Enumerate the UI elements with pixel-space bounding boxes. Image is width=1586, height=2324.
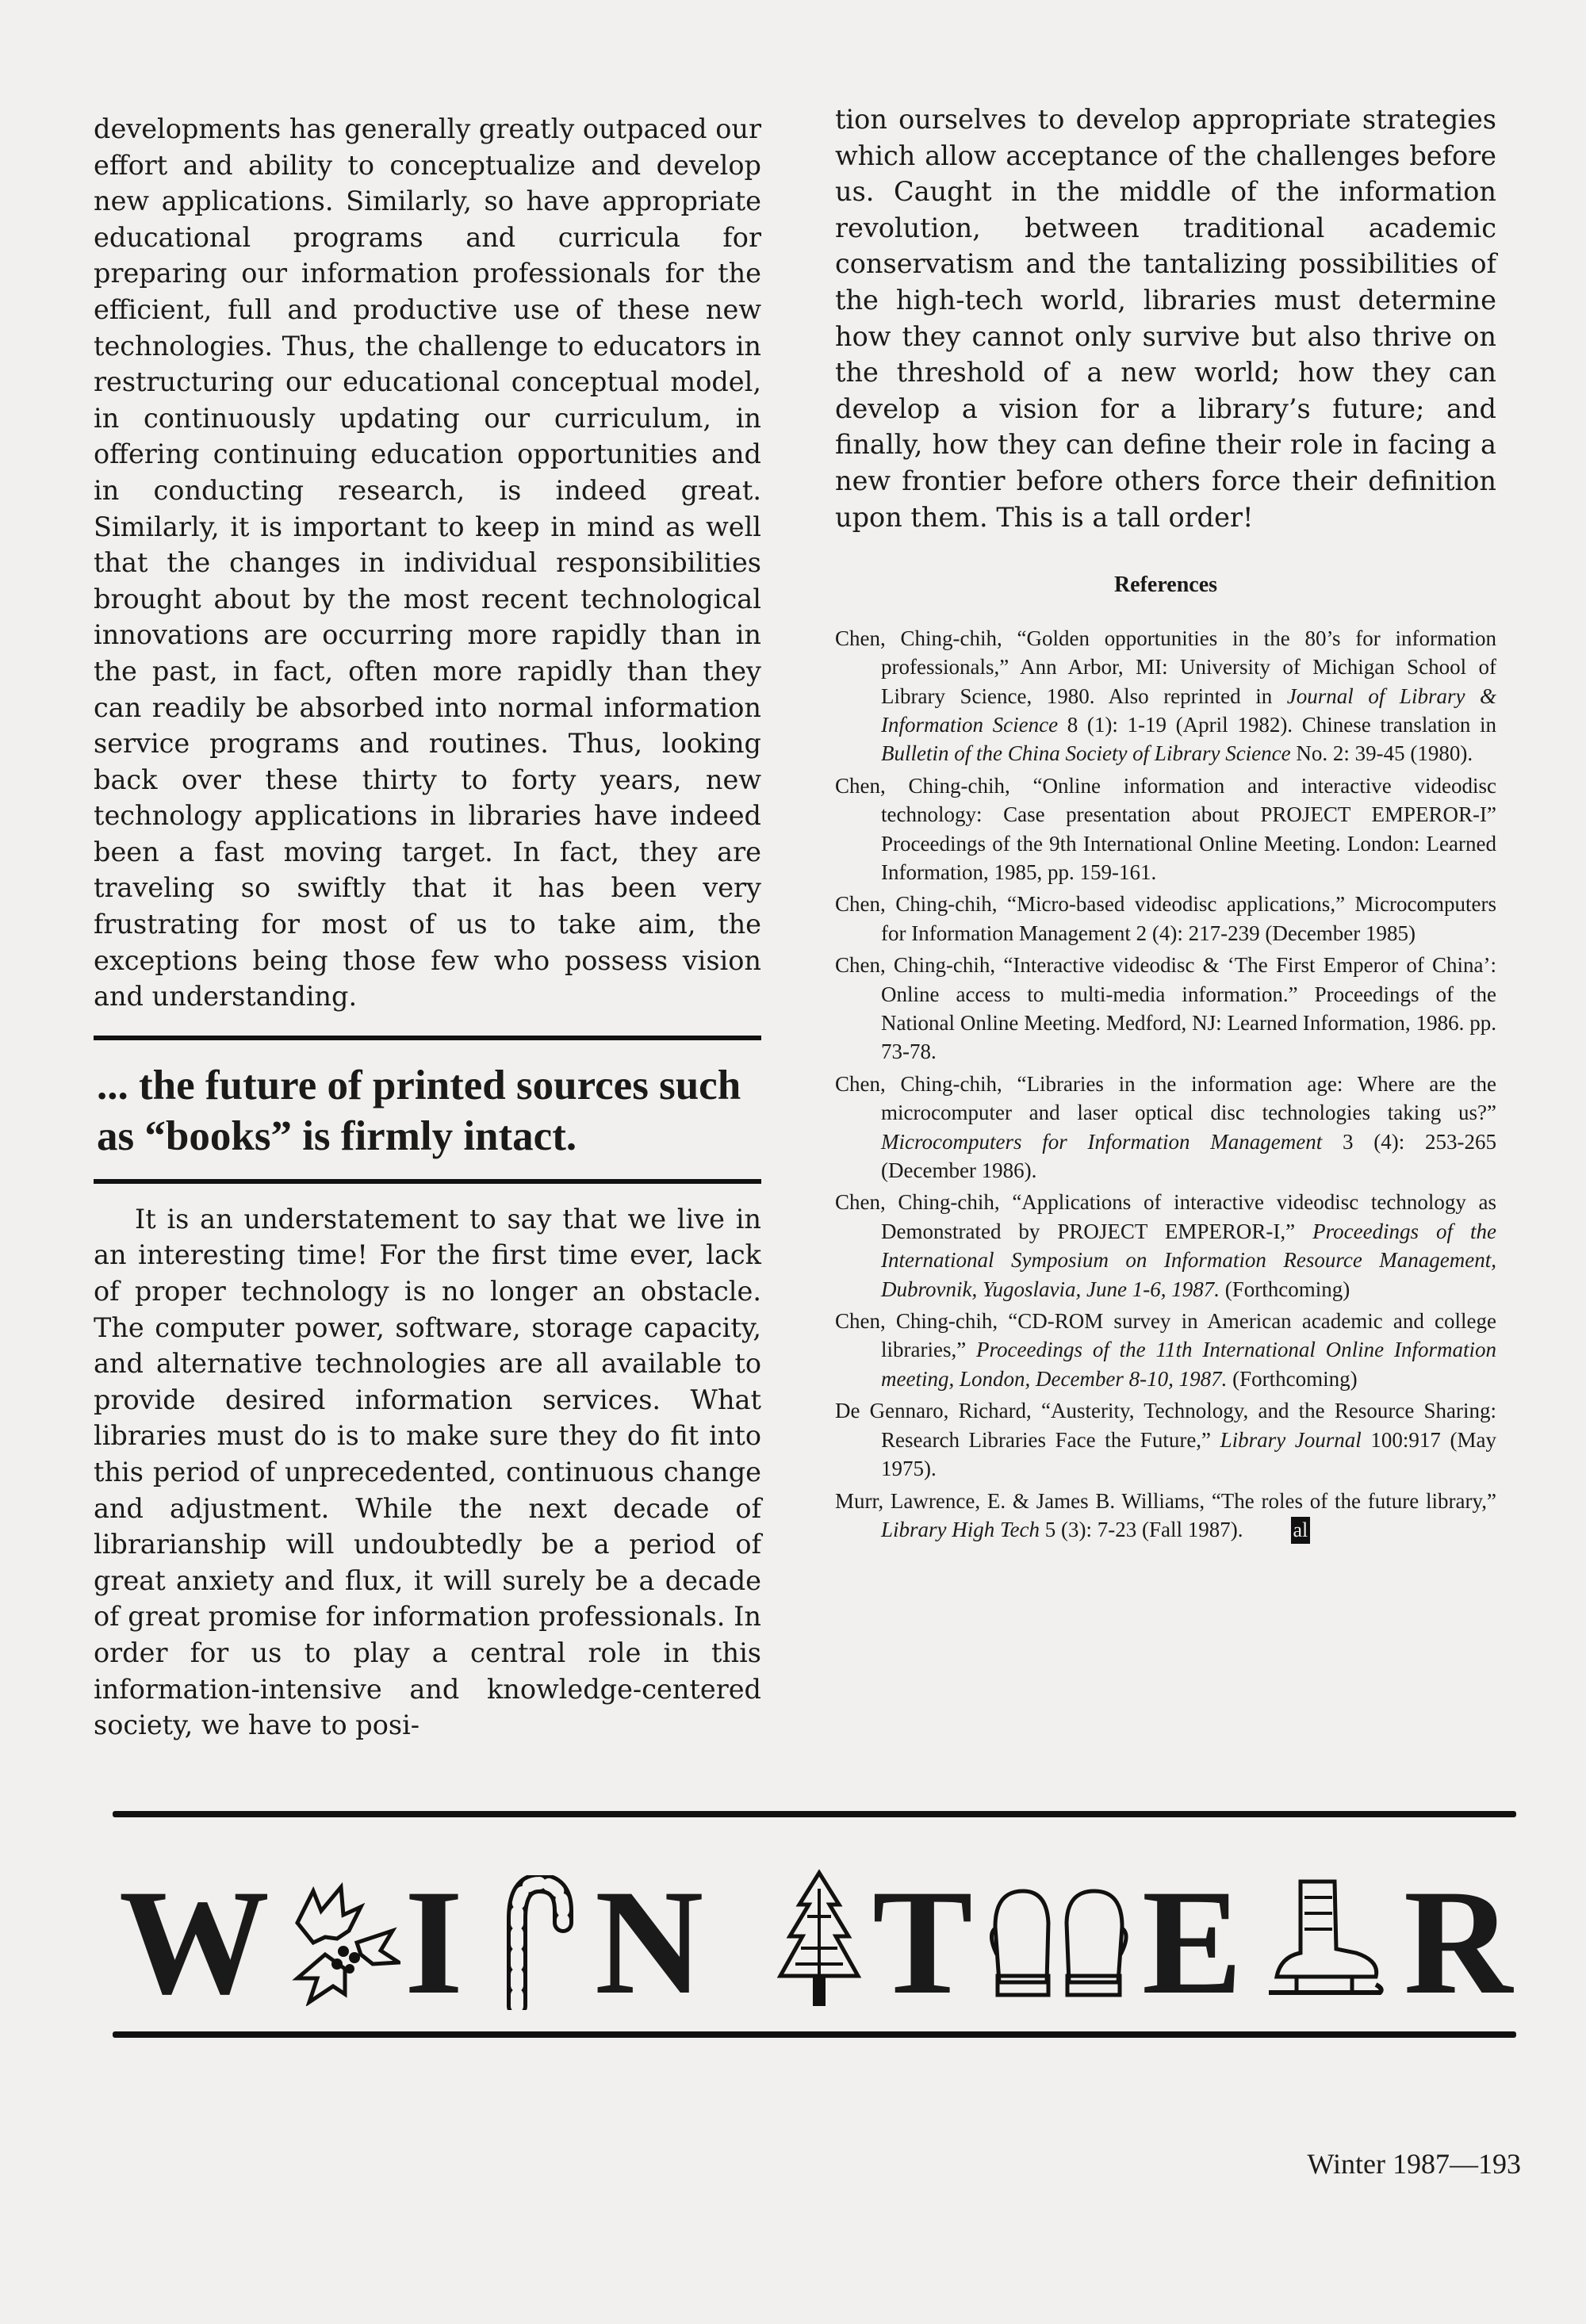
reference-item: Chen, Ching-chih, “Online information and interactive videodisc technology: Case presentation about PROJECT EMPEROR-I” Proceedings of the 9th International Online Meeting. London: Learned Information, 1985, pp. 159-161. <box>835 773 1496 884</box>
banner-letter-i: I <box>404 1859 463 2026</box>
pull-quote: ... the future of printed sources such as “books” is firmly intact. <box>97 1062 741 1159</box>
left-paragraph-2: It is an understatement to say that we live in an interesting time! For the first time ever, lack of proper technology is no longer an obstacle. The computer power, software, storage capacity, and alternative technologies are all available to provide desired information services. What libraries must do is to make sure they do fit into this period of unprecedented, continuous change and adjustment. While the next decade of librarianship will undoubtedly be a period of great anxiety and flux, it will surely be a decade of great promise for information professionals. In order for us to play a central role in this information-intensive and knowledge-centered society, we have to posi- <box>94 1203 761 1741</box>
banner-rule-bottom <box>113 2031 1516 2038</box>
end-mark-icon: al <box>1291 1517 1311 1544</box>
banner-letter-t: T <box>872 1859 973 2026</box>
reference-item: Murr, Lawrence, E. & James B. Williams, “The roles of the future library,” Library High Tech 5 (3): 7-23 (Fall 1987). al <box>835 1487 1496 1545</box>
banner-letter-e: E <box>1142 1859 1243 2026</box>
reference-item: Chen, Ching-chih, “Interactive videodisc & ‘The First Emperor of China’: Online access to multi-media information.” Proceedings of the National Online Meeting. Medford, NJ: Learned Information, 1986. pp. 73-78. <box>835 953 1496 1064</box>
references-heading: References <box>1113 572 1218 598</box>
holly-icon <box>282 1875 400 2006</box>
banner-rule-top <box>113 1811 1516 1817</box>
right-column <box>835 101 1496 1547</box>
reference-item: Chen, Ching-chih, “Micro-based videodisc applications,” Microcomputers for Information Management 2 (4): 217-239 (December 1985) <box>835 892 1496 945</box>
winter-banner <box>119 1859 1515 2026</box>
ice-skate-icon <box>1265 1874 1384 2012</box>
reference-item: Chen, Ching-chih, “CD-ROM survey in American academic and college libraries,” Proceedings of the 11th International Online Information meeting, London, December 8-10, 1987. (Forthcoming) <box>835 1309 1497 1391</box>
page-footer: Winter 1987—193 <box>1307 2148 1521 2180</box>
reference-item: De Gennaro, Richard, “Austerity, Technology, and the Resource Sharing: Research Libraries Face the Future,” Library Journal 100:917 (May 1975). <box>835 1399 1496 1481</box>
banner-letter-w: W <box>119 1859 270 2026</box>
pull-quote-rule-top <box>94 1036 761 1040</box>
references-list <box>835 624 1496 1545</box>
candy-cane-icon <box>500 1875 575 2010</box>
reference-item: Chen, Ching-chih, “Golden opportunities in the 80’s for information professionals,” Ann Arbor, MI: University of Michigan School of Library Science, 1980. Also reprinted in Journal of Library & Information Science 8 (1): 1-19 (April 1982). Chinese translation in Bulletin of the China Society of Library Science No. 2: 39-45 (1980). <box>835 626 1497 766</box>
banner-letter-r: R <box>1404 1859 1513 2026</box>
reference-item: Chen, Ching-chih, “Applications of interactive videodisc technology as Demonstrated by PROJECT EMPEROR-I,” Proceedings of the International Symposium on Information Resource Management, Dubrovnik, Yugoslavia, June 1-6, 1987. (Forthcoming) <box>835 1190 1496 1301</box>
left-column <box>94 111 761 1744</box>
mittens-icon <box>983 1879 1134 2002</box>
reference-item: Chen, Ching-chih, “Libraries in the information age: Where are the microcomputer and laser optical disc technologies taking us?” Microcomputers for Information Management 3 (4): 253-265 (December 1986). <box>835 1071 1496 1183</box>
right-paragraph: tion ourselves to develop appropriate strategies which allow acceptance of the challenges before us. Caught in the middle of the information revolution, between traditional academic conservatism and the tantalizing possibilities of the high-tech world, libraries must determine how they cannot only survive but also thrive on the threshold of a new world; how they can develop a vision for a library’s future; and finally, how they can define their role in facing a new frontier before others force their definition upon them. This is a tall order! <box>835 104 1496 533</box>
left-paragraph-1: developments has generally greatly outpaced our effort and ability to conceptualize and develop new applications. Similarly, so have appropriate educational programs and curricula for preparing our information professionals for the efficient, full and productive use of these new technologies. Thus, the challenge to educators in restructuring our educational conceptual model, in continuously updating our curriculum, in offering continuing education opportunities and in conducting research, is indeed great. Similarly, it is important to keep in mind as well that the changes in individual responsibilities brought about by the most recent technological innovations are occurring more rapidly than in the past, in fact, often more rapidly than they can readily be absorbed into normal information service programs and routines. Thus, looking back over these thirty to forty years, new technology applications in libraries have indeed been a fast moving target. In fact, they are traveling so swiftly that it has been very frustrating for most of us to take aim, the exceptions being those few who possess vision and understanding. <box>94 113 761 1013</box>
banner-letter-n: N <box>595 1859 704 2026</box>
pine-tree-icon <box>776 1869 863 2012</box>
